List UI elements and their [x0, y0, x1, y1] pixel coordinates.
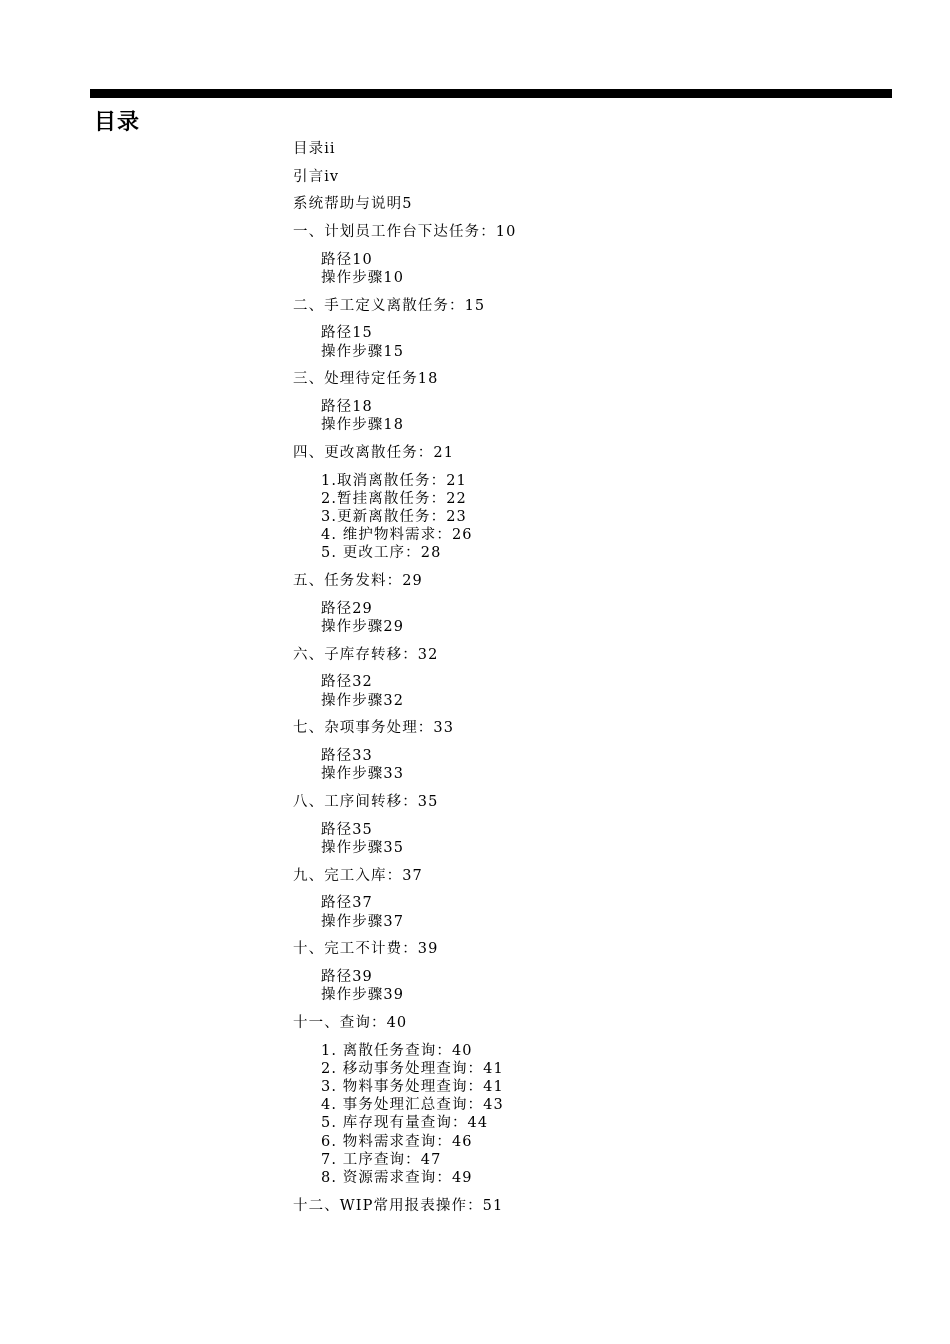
toc-entry[interactable]: 引言iv [293, 168, 340, 185]
toc-subentry[interactable]: 路径37 [321, 895, 373, 912]
toc-subentry[interactable]: 2.暂挂离散任务：22 [321, 490, 467, 507]
toc-entry[interactable]: 十二、WIP常用报表操作：51 [293, 1197, 504, 1214]
toc-subentry[interactable]: 操作步骤18 [321, 417, 405, 434]
toc-entry[interactable]: 一、计划员工作台下达任务：10 [293, 224, 517, 241]
toc-subentry[interactable]: 5. 更改工序：28 [321, 545, 442, 562]
toc-subentry[interactable]: 路径32 [321, 674, 373, 691]
toc-subentry[interactable]: 1. 离散任务查询：40 [321, 1042, 473, 1059]
toc-entry[interactable]: 三、处理待定任务18 [293, 371, 439, 388]
toc-subentry[interactable]: 1.取消离散任务：21 [321, 472, 467, 489]
toc-entry[interactable]: 十一、查询：40 [293, 1014, 408, 1031]
toc-subentry[interactable]: 6. 物料需求查询：46 [321, 1133, 473, 1150]
toc-entry[interactable]: 二、手工定义离散任务：15 [293, 297, 486, 314]
toc-subentry[interactable]: 路径29 [321, 600, 373, 617]
toc-subentry[interactable]: 操作步骤35 [321, 839, 405, 856]
toc-subentry[interactable]: 路径39 [321, 968, 373, 985]
toc-subentry[interactable]: 路径10 [321, 251, 373, 268]
toc-subentry[interactable]: 3. 物料事务处理查询：41 [321, 1078, 504, 1095]
toc-entry[interactable]: 八、工序间转移：35 [293, 793, 439, 810]
table-of-contents [293, 140, 893, 1215]
toc-subentry[interactable]: 路径15 [321, 325, 373, 342]
toc-subentry[interactable]: 路径18 [321, 399, 373, 416]
toc-subentry[interactable]: 操作步骤10 [321, 270, 405, 287]
page-title: 目录 [94, 110, 141, 135]
toc-subentry[interactable]: 操作步骤39 [321, 987, 405, 1004]
toc-subentry[interactable]: 5. 库存现有量查询：44 [321, 1115, 489, 1132]
toc-entry[interactable]: 系统帮助与说明5 [293, 196, 413, 213]
toc-subentry[interactable]: 8. 资源需求查询：49 [321, 1169, 473, 1186]
toc-entry[interactable]: 五、任务发料：29 [293, 573, 423, 590]
toc-subentry[interactable]: 3.更新离散任务：23 [321, 509, 467, 526]
toc-entry[interactable]: 九、完工入库：37 [293, 867, 423, 884]
toc-entry[interactable]: 目录ii [293, 141, 336, 157]
toc-subentry[interactable]: 4. 事务处理汇总查询：43 [321, 1097, 504, 1114]
toc-entry[interactable]: 六、子库存转移：32 [293, 646, 439, 663]
toc-subentry[interactable]: 路径35 [321, 821, 373, 838]
toc-subentry[interactable]: 操作步骤32 [321, 692, 405, 709]
toc-subentry[interactable]: 路径33 [321, 748, 373, 765]
toc-subentry[interactable]: 2. 移动事务处理查询：41 [321, 1060, 504, 1077]
toc-subentry[interactable]: 7. 工序查询：47 [321, 1151, 442, 1168]
toc-subentry[interactable]: 操作步骤37 [321, 913, 405, 930]
toc-subentry[interactable]: 操作步骤29 [321, 619, 405, 636]
toc-subentry[interactable]: 操作步骤15 [321, 343, 405, 360]
toc-entry[interactable]: 十、完工不计费：39 [293, 941, 439, 958]
toc-entry[interactable]: 七、杂项事务处理：33 [293, 720, 455, 737]
toc-subentry[interactable]: 操作步骤33 [321, 766, 405, 783]
toc-entry[interactable]: 四、更改离散任务：21 [293, 444, 455, 461]
toc-subentry[interactable]: 4. 维护物料需求：26 [321, 527, 473, 544]
top-rule [90, 89, 892, 98]
